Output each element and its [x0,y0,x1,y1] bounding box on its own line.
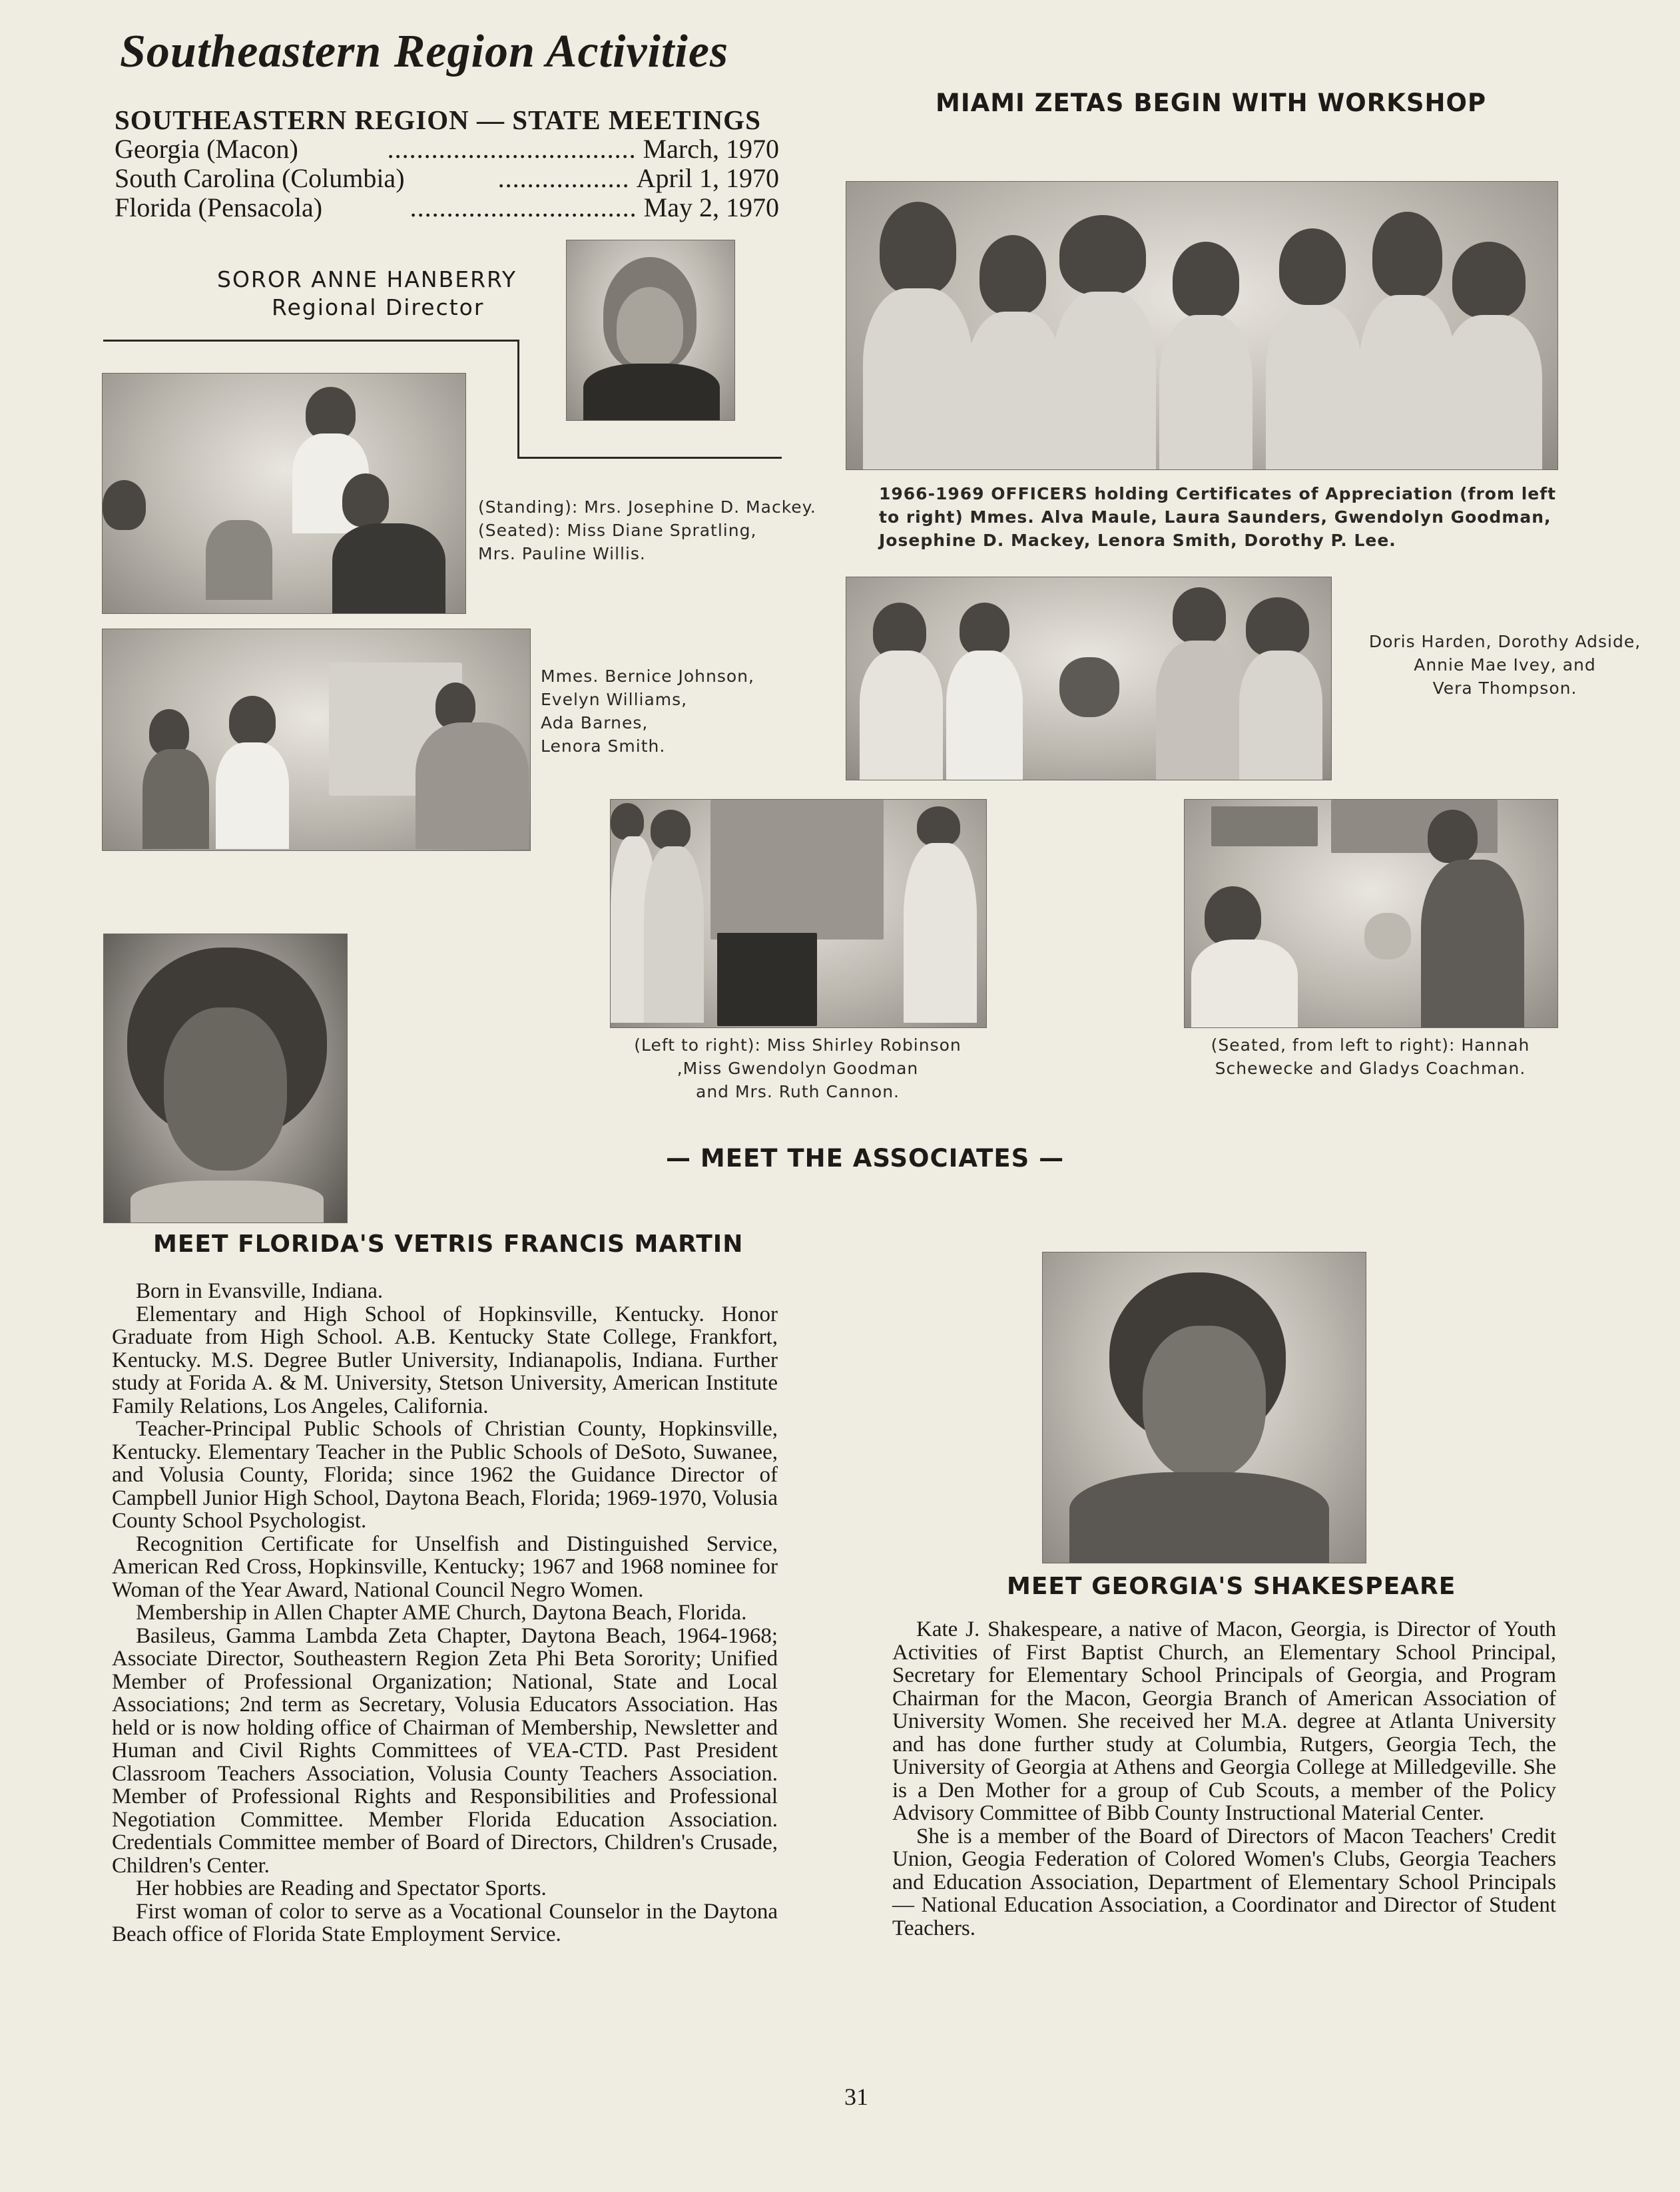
bio-paragraph: Recognition Certificate for Unselfish and Distinguished Service, American Red Cross, Hopkinsville, Kentucky; 1967 and 1968 nominee for Woman of the Year Award, National Council Negro Women. [112,1531,778,1602]
meeting-leader-dots: .................. [497,164,630,193]
georgia-portrait [1042,1252,1366,1563]
caption-line: to right) Mmes. Alva Maule, Laura Saunders, Gwendolyn Goodman, [879,507,1551,527]
caption-line: Lenora Smith. [541,736,666,756]
officers-caption [879,482,1558,552]
caption-line: Josephine D. Mackey, Lenora Smith, Dorothy P. Lee. [879,531,1396,550]
caption-line: (Seated, from left to right): Hannah [1211,1035,1530,1055]
director-photo [566,240,735,421]
caption-line: Mrs. Pauline Willis. [478,544,646,563]
caption-line: Doris Harden, Dorothy Adside, [1368,632,1641,651]
caption-line: Evelyn Williams, [541,690,688,709]
bio-paragraph: Membership in Allen Chapter AME Church, Daytona Beach, Florida. [136,1601,747,1625]
caption-left-to-right [610,1033,985,1103]
caption-line: and Mrs. Ruth Cannon. [696,1082,900,1101]
bio-paragraph: She is a member of the Board of Directors of Macon Teachers' Credit Union, Geogia Federation of Colored Women's Clubs, Georgia Teachers and Education Association, Department of Elementary School Principals — National Education Association, a Coordinator and Director of Student Teachers. [892,1824,1556,1940]
officers-photo [846,181,1558,470]
meeting-place: South Carolina (Columbia) [115,163,405,193]
bio-paragraph: Teacher-Principal Public Schools of Christian County, Hopkinsville, Kentucky. Elementary Teacher in the Public Schools of DeSoto, Suwanee, and Volusia County, Florida; since 1962 the Guidance Director of Campbell Junior High School, Daytona Beach, Florida; 1969-1970, Volusia County School Psychologist. [112,1417,778,1533]
divider-line [517,340,519,458]
caption-line: ,Miss Gwendolyn Goodman [677,1059,919,1078]
caption-line: Ada Barnes, [541,713,649,732]
caption-line: Vera Thompson. [1432,679,1577,698]
meeting-date: April 1, 1970 [636,163,779,193]
activity-photo-standing [102,373,466,614]
bio-paragraph: Basileus, Gamma Lambda Zeta Chapter, Daytona Beach, 1964-1968; Associate Director, Southeastern Region Zeta Phi Beta Sorority; Unified Member of Professional Organization; National, State and Local Associations; 2nd term as Secretary, Volusia Educators Association. Has held or is now holding office of Chairman of Membership, Newsletter and Human and Civil Rights Committees of VEA-CTD. Past President Classroom Teachers Association, Volusia County Teachers Association. Member of Professional Rights and Responsibilities and Professional Negotiation Committee. Member Florida Education Association. Credentials Committee member of Board of Directors, Children's Crusade, Children's Center. [112,1623,778,1878]
director-name: SOROR ANNE HANBERRY [217,266,517,292]
caption-line: 1966-1969 OFFICERS holding Certificates of Appreciation (from left [879,484,1557,503]
miami-heading: MIAMI ZETAS BEGIN WITH WORKSHOP [936,89,1487,117]
director-title: Regional Director [272,294,485,320]
caption-standing [478,495,844,565]
state-meetings-heading: SOUTHEASTERN REGION — STATE MEETINGS [115,105,761,135]
caption-doris [1338,630,1671,700]
page-title: Southeastern Region Activities [120,26,729,77]
activity-photo-table [846,577,1332,780]
meeting-date: March, 1970 [643,134,779,164]
meeting-row [115,164,779,193]
caption-line: Schewecke and Gladys Coachman. [1215,1059,1526,1078]
bio-paragraph: Her hobbies are Reading and Spectator Sports. [136,1876,547,1900]
divider-line [103,340,517,342]
state-meetings [115,105,780,222]
activity-photo-display [610,799,987,1028]
georgia-bio [892,1618,1556,1940]
activity-photo-seated [1184,799,1558,1028]
bio-paragraph: Elementary and High School of Hopkinsville, Kentucky. Honor Graduate from High School. A.B. Kentucky State College, Frankfort, Kentucky. M.S. Degree Butler University, Indianapolis, Indiana. Further study at Forida A. & M. University, Stetson University, American Institute Family Relations, Los Angeles, California. [112,1302,778,1418]
florida-portrait [103,934,348,1223]
meeting-row [115,135,779,164]
caption-line: Annie Mae Ivey, and [1414,655,1596,675]
caption-mmes [541,665,787,758]
meeting-date: May 2, 1970 [643,192,779,222]
associates-heading: — MEET THE ASSOCIATES — [666,1144,1065,1173]
page-number: 31 [844,2083,868,2110]
bio-paragraph: First woman of color to serve as a Vocational Counselor in the Daytona Beach office of Florida State Employment Service. [112,1899,778,1946]
bio-paragraph: Born in Evansville, Indiana. [136,1279,384,1303]
caption-seated [1184,1033,1557,1080]
caption-line: (Standing): Mrs. Josephine D. Mackey. [478,497,816,517]
florida-heading: MEET FLORIDA'S VETRIS FRANCIS MARTIN [153,1231,744,1258]
meeting-place: Georgia (Macon) [115,134,298,164]
activity-photo-group [102,629,531,851]
caption-line: (Seated): Miss Diane Spratling, [478,521,757,540]
meeting-list [115,135,780,222]
bio-paragraph: Kate J. Shakespeare, a native of Macon, Georgia, is Director of Youth Activities of First Baptist Church, an Elementary School Principal, Secretary for Elementary School Principals of Georgia, and Program Chairman for the Macon, Georgia Branch of American Association of University Women. She received her M.A. degree at Atlanta University and has done further study at Columbia, Rutgers, Georgia Tech, the University of Georgia at Athens and Georgia College at Milledgeville. She is a Den Mother for a group of Cub Scouts, a member of the Policy Advisory Committee of Bibb County Instructional Material Center. [892,1617,1556,1825]
caption-line: Mmes. Bernice Johnson, [541,667,754,686]
florida-bio [112,1280,778,1946]
divider-line [517,457,782,459]
meeting-place: Florida (Pensacola) [115,192,323,222]
meeting-leader-dots: .................................. [387,135,637,164]
georgia-heading: MEET GEORGIA'S SHAKESPEARE [1007,1573,1456,1600]
caption-line: (Left to right): Miss Shirley Robinson [634,1035,962,1055]
meeting-leader-dots: ............................... [410,193,637,222]
meeting-row [115,193,779,222]
